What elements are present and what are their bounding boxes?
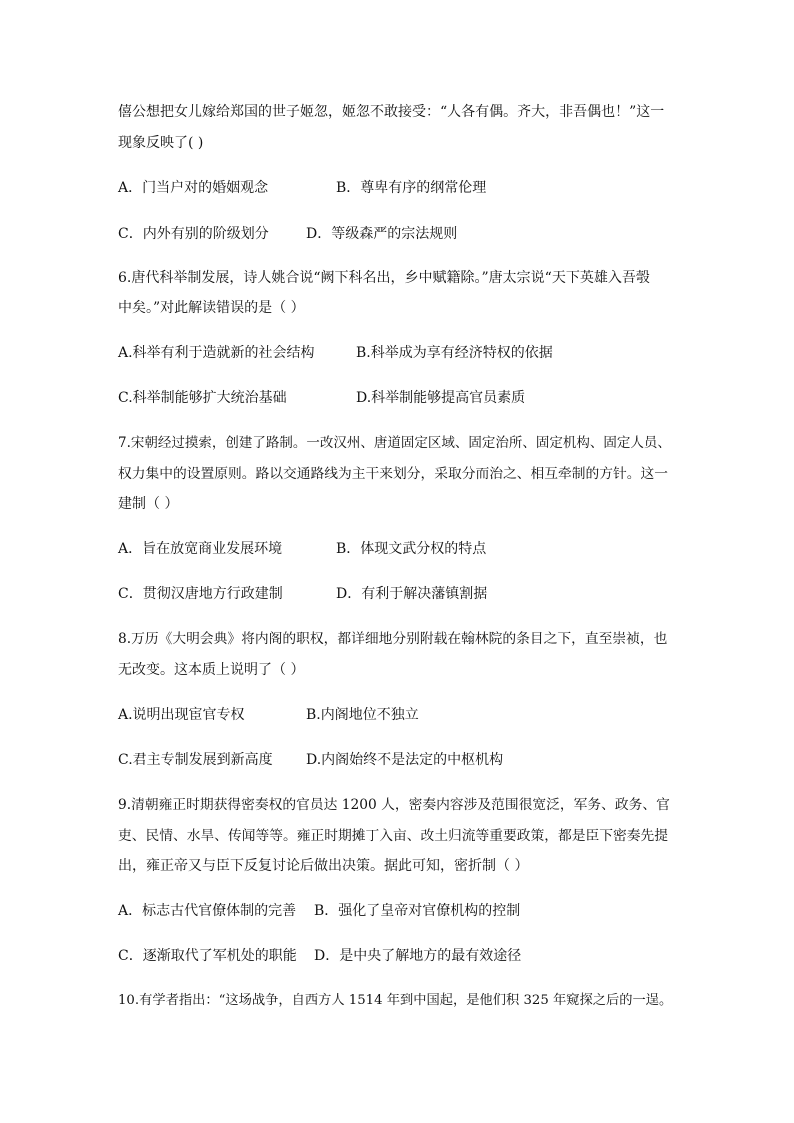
q7-option-d: D．有利于解决藩镇割据 xyxy=(336,586,488,602)
q9-option-b: B．强化了皇帝对官僚机构的控制 xyxy=(314,903,521,919)
q6-option-a: A.科举有利于造就新的社会结构 xyxy=(118,345,315,361)
q7-stem-line3: 建制（ ） xyxy=(118,496,179,512)
q5-option-c: C．内外有别的阶级划分 xyxy=(118,226,269,242)
q8-stem-line1: 8.万历《大明会典》将内阁的职权，都详细地分别附载在翰林院的条目之下，直至崇祯，也 xyxy=(118,631,668,647)
q9-stem-line3: 出，雍正帝又与臣下反复讨论后做出决策。据此可知，密折制（ ） xyxy=(118,858,529,874)
q10-stem-line1: 10.有学者指出：“这场战争，自西方人 1514 年到中国起，是他们积 325 年窥探之后的一逞。 xyxy=(118,993,673,1008)
q9-stem-line2: 吏、民情、水旱、传闻等等。雍正时期摊丁入亩、改土归流等重要政策，都是臣下密奏先提 xyxy=(118,828,669,844)
q5-option-a: A．门当户对的婚姻观念 xyxy=(118,180,269,196)
q5-option-d: D．等级森严的宗法规则 xyxy=(306,226,458,242)
q7-stem-line1: 7.宋朝经过摸索，创建了路制。一改汉州、唐道固定区域、固定治所、固定机构、固定人员、 xyxy=(118,435,671,451)
q9-option-c: C．逐渐取代了军机处的职能 xyxy=(118,948,297,964)
q8-option-d: D.内阁始终不是法定的中枢机构 xyxy=(306,752,504,768)
q9-option-a: A．标志古代官僚体制的完善 xyxy=(118,903,297,919)
q8-stem-line2: 无改变。这本质上说明了（ ） xyxy=(118,662,305,678)
q8-option-b: B.内阁地位不独立 xyxy=(306,707,419,723)
q6-option-c: C.科举制能够扩大统治基础 xyxy=(118,390,287,406)
q6-option-d: D.科举制能够提高官员素质 xyxy=(356,390,526,406)
q6-stem-line1: 6.唐代科举制发展，诗人姚合说“阙下科名出，乡中赋籍除。”唐太宗说“天下英雄入吾彀 xyxy=(118,270,650,286)
q9-option-d: D．是中央了解地方的最有效途径 xyxy=(314,948,522,964)
q7-option-b: B．体现文武分权的特点 xyxy=(336,541,487,557)
q5-option-b: B．尊卑有序的纲常伦理 xyxy=(336,180,487,196)
q5-stem-line1: 僖公想把女儿嫁给郑国的世子姬忽，姬忽不敢接受：“人各有偶。齐大，非吾偶也！”这一 xyxy=(118,104,665,120)
q5-stem-line2: 现象反映了( ) xyxy=(118,135,204,151)
q6-stem-line2: 中矣。”对此解读错误的是（ ） xyxy=(118,300,305,316)
q6-option-b: B.科举成为享有经济特权的依据 xyxy=(356,345,553,361)
q7-option-a: A．旨在放宽商业发展环境 xyxy=(118,541,283,557)
q8-option-c: C.君主专制发展到新高度 xyxy=(118,752,273,768)
q8-option-a: A.说明出现宦官专权 xyxy=(118,707,245,723)
q9-stem-line1: 9.清朝雍正时期获得密奏权的官员达 1200 人，密奏内容涉及范围很宽泛，军务、政务、官 xyxy=(118,797,670,813)
q7-stem-line2: 权力集中的设置原则。路以交通路线为主干来划分，采取分而治之、相互牵制的方针。这一 xyxy=(118,466,669,482)
q7-option-c: C．贯彻汉唐地方行政建制 xyxy=(118,586,283,602)
